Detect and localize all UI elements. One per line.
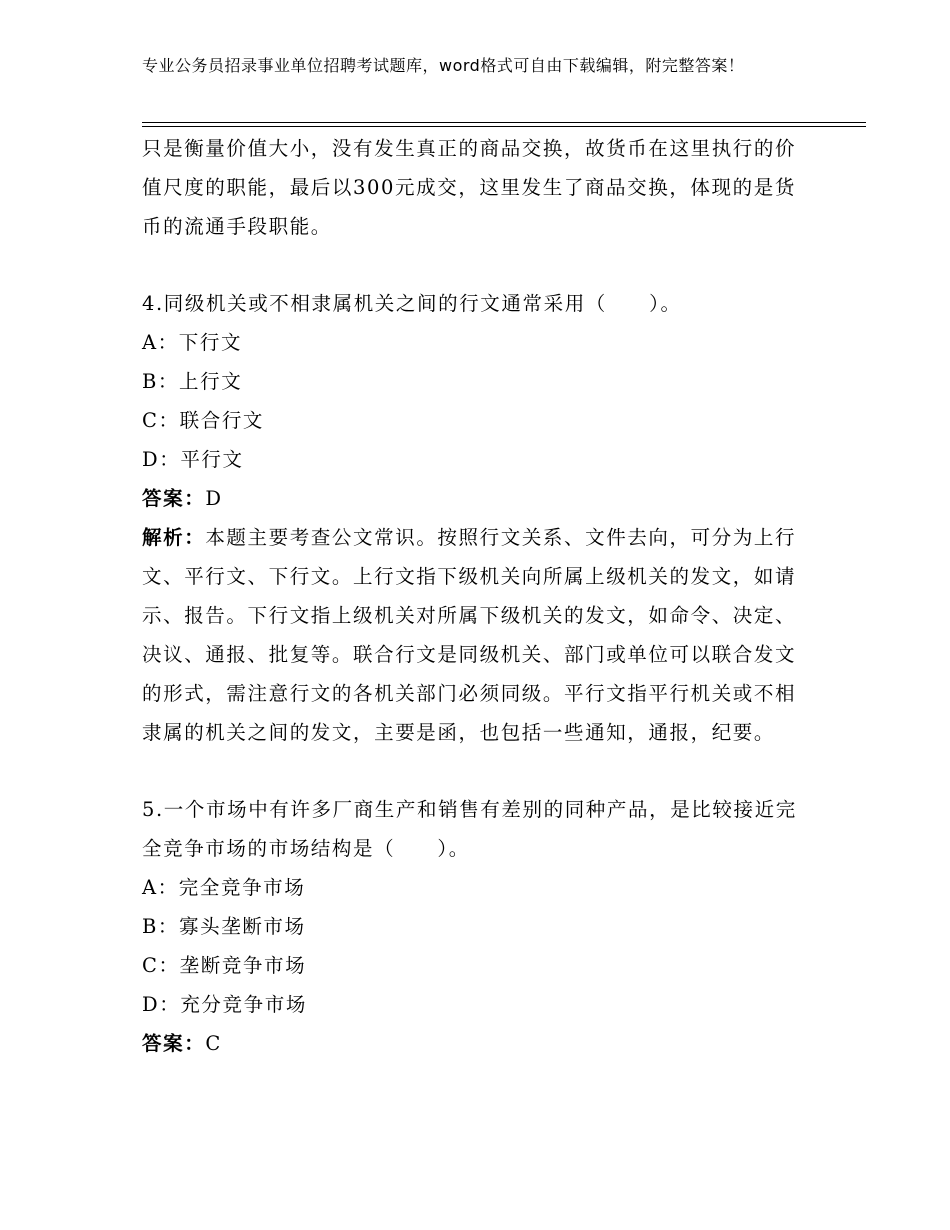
- question-5-answer: [142, 1024, 806, 1063]
- question-5-option-d: D：充分竞争市场: [142, 993, 307, 1016]
- question-4-option-a: A：下行文: [142, 331, 243, 354]
- header-divider-thick: [142, 122, 866, 123]
- question-4: [142, 284, 806, 752]
- question-5-option-c: C：垄断竞争市场: [142, 954, 307, 977]
- page-header: [142, 56, 802, 76]
- analysis-label: 解析：: [142, 526, 206, 549]
- document-body: [142, 129, 806, 1063]
- analysis-text: 本题主要考查公文常识。按照行文关系、文件去向，可分为上行文、平行文、下行文。上行文指下级机关向所属上级机关的发文，如请示、报告。下行文指上级机关对所属下级机关的发文，如命令、决定、决议、通报、批复等。联合行文是同级机关、部门或单位可以联合发文的形式，需注意行文的各机关部门必须同级。平行文指平行机关或不相隶属的机关之间的发文，主要是函，也包括一些通知，通报，纪要。: [142, 526, 797, 744]
- question-4-answer: [142, 479, 806, 518]
- question-5-stem: 5.一个市场中有许多厂商生产和销售有差别的同种产品，是比较接近完全竞争市场的市场结构是（ ）。: [142, 798, 797, 860]
- header-divider-thin: [142, 126, 866, 127]
- answer-label: 答案：: [142, 487, 206, 510]
- answer-value: C: [205, 1032, 222, 1055]
- intro-paragraph: 只是衡量价值大小，没有发生真正的商品交换，故货币在这里执行的价值尺度的职能，最后以300元成交，这里发生了商品交换，体现的是货币的流通手段职能。: [142, 137, 797, 238]
- question-4-option-b: B：上行文: [142, 370, 243, 393]
- answer-value: D: [205, 487, 223, 510]
- question-4-analysis: [142, 518, 806, 752]
- answer-label: 答案：: [142, 1032, 206, 1055]
- question-5-option-b: B：寡头垄断市场: [142, 915, 306, 938]
- question-5: [142, 790, 806, 1063]
- question-4-option-d: D：平行文: [142, 448, 244, 471]
- question-4-stem: 4.同级机关或不相隶属机关之间的行文通常采用（ ）。: [142, 292, 682, 315]
- question-4-option-c: C：联合行文: [142, 409, 265, 432]
- question-5-option-a: A：完全竞争市场: [142, 876, 306, 899]
- header-text: 专业公务员招录事业单位招聘考试题库，word格式可自由下载编辑，附完整答案！: [142, 56, 745, 75]
